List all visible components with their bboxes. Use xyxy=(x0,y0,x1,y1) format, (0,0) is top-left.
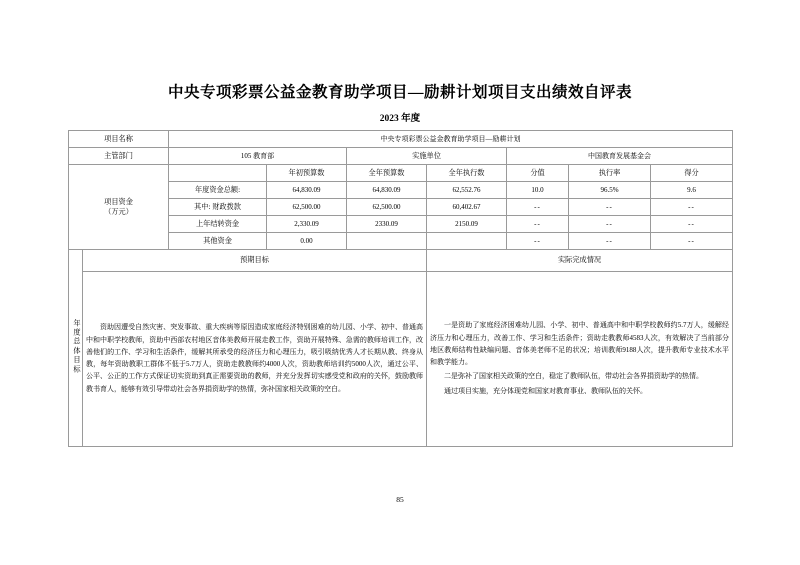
table-row-department xyxy=(69,148,733,165)
table-row-goal-header xyxy=(69,250,733,272)
table-row-funds-other xyxy=(69,233,733,250)
funds-row-3-cell-4: -- xyxy=(569,233,651,250)
funds-col-name-header xyxy=(169,165,267,182)
funds-row-2-cell-1: 2330.09 xyxy=(347,216,427,233)
performance-self-evaluation-table xyxy=(68,130,733,447)
funds-row-0-cell-1: 64,830.09 xyxy=(347,182,427,199)
funds-row-3-cell-2 xyxy=(427,233,507,250)
header-actual-completion: 实际完成情况 xyxy=(427,250,733,272)
label-project-funds-line1: 项目资金 xyxy=(104,197,133,206)
funds-row-1-cell-2: 60,402.67 xyxy=(427,199,507,216)
actual-paragraph-3: 通过项目实施，充分体现党和国家对教育事业、教师队伍的关怀。 xyxy=(444,386,648,395)
funds-row-0-cell-5: 9.6 xyxy=(651,182,733,199)
cell-expected-goal-text xyxy=(83,272,427,447)
funds-row-0-cell-2: 62,552.76 xyxy=(427,182,507,199)
table-row-project-name xyxy=(69,131,733,148)
evaluation-sheet xyxy=(68,58,732,508)
page-title: 中央专项彩票公益金教育助学项目—励耕计划项目支出绩效自评表 xyxy=(167,84,632,101)
label-project-name: 项目名称 xyxy=(69,131,169,148)
funds-row-3-cell-0: 0.00 xyxy=(267,233,347,250)
table-row-goal-body xyxy=(69,272,733,447)
label-annual-overall-goal xyxy=(69,250,83,447)
funds-row-1-name: 其中: 财政拨款 xyxy=(169,199,267,216)
funds-row-1-cell-3: -- xyxy=(507,199,569,216)
funds-header-3: 分值 xyxy=(507,165,569,182)
funds-row-2-cell-2: 2150.09 xyxy=(427,216,507,233)
funds-row-0-cell-4: 96.5% xyxy=(569,182,651,199)
value-department: 105 教育部 xyxy=(169,148,347,165)
funds-header-2: 全年执行数 xyxy=(427,165,507,182)
page-number: 85 xyxy=(396,495,404,504)
funds-header-4: 执行率 xyxy=(569,165,651,182)
label-project-funds-line2: （万元） xyxy=(104,208,133,216)
funds-row-1-cell-5: -- xyxy=(651,199,733,216)
value-project-name: 中央专项彩票公益金教育助学项目—励耕计划 xyxy=(169,131,733,148)
value-implementing-unit: 中国教育发展基金会 xyxy=(507,148,733,165)
year-subtitle: 2023 年度 xyxy=(379,114,421,124)
expected-goal-paragraph: 资助因遭受自然灾害、突发事故、重大疾病等原因造成家庭经济特别困难的幼儿园、小学、初中、普通高中和中职学校教师，资助中西部农村地区音体美教师开展走教工作，资助开展特殊、急需的教师培训工作，改善他们的工作、学习和生活条件，缓解其所承受的经济压力和心理压力，吸引吸纳优秀人才长期从教、终身从教，每年资助教职工群体不低于5.7万人，资助走教教师约4000人次，资助教师培训约5000人次，通过公平、公平、公正的工作方式保证切实资助到真正需要资助的教师，并充分发挥切实感受党和政府的关怀，鼓励教师教书育人，能够有效引导带动社会各界捐资助学的热情，弥补国家相关政策的空白。 xyxy=(86,323,424,393)
table-row-funds-fiscal xyxy=(69,199,733,216)
funds-row-2-cell-0: 2,330.09 xyxy=(267,216,347,233)
funds-header-0: 年初预算数 xyxy=(267,165,347,182)
label-annual-overall-goal-text: 年度总体目标 xyxy=(73,318,81,375)
funds-row-3-cell-5: -- xyxy=(651,233,733,250)
funds-row-2-cell-3: -- xyxy=(507,216,569,233)
funds-header-5: 得分 xyxy=(651,165,733,182)
funds-row-0-cell-0: 64,830.09 xyxy=(267,182,347,199)
funds-row-3-name: 其他资金 xyxy=(169,233,267,250)
funds-row-2-name: 上年结转资金 xyxy=(169,216,267,233)
funds-row-1-cell-0: 62,500.00 xyxy=(267,199,347,216)
actual-paragraph-2: 二是弥补了国家相关政策的空白，稳定了教师队伍，带动社会各界捐资助学的热情。 xyxy=(444,372,704,381)
table-row-funds-total xyxy=(69,182,733,199)
table-row-funds-header xyxy=(69,165,733,182)
cell-actual-completion-text xyxy=(427,272,733,447)
funds-row-3-cell-1 xyxy=(347,233,427,250)
funds-row-2-cell-5: -- xyxy=(651,216,733,233)
header-expected-goal: 预期目标 xyxy=(83,250,427,272)
table-row-funds-carryover xyxy=(69,216,733,233)
funds-header-1: 全年预算数 xyxy=(347,165,427,182)
label-project-funds xyxy=(69,165,169,250)
funds-row-0-cell-3: 10.0 xyxy=(507,182,569,199)
funds-row-1-cell-4: -- xyxy=(569,199,651,216)
funds-row-0-name: 年度资金总额: xyxy=(169,182,267,199)
label-implementing-unit: 实施单位 xyxy=(347,148,507,165)
funds-row-2-cell-4: -- xyxy=(569,216,651,233)
label-department: 主管部门 xyxy=(69,148,169,165)
actual-paragraph-1: 一是资助了家庭经济困难幼儿园、小学、初中、普通高中和中职学校教师约5.7万人，缓解经济压力和心理压力，改善工作、学习和生活条件；资助走教教师4583人次，有效解决了当前部分地区教师结构性缺编问题、音体美老师不足的状况；培训教师9188人次，提升教师专业技术水平和教学能力。 xyxy=(430,321,730,366)
funds-row-1-cell-1: 62,500.00 xyxy=(347,199,427,216)
funds-row-3-cell-3: -- xyxy=(507,233,569,250)
